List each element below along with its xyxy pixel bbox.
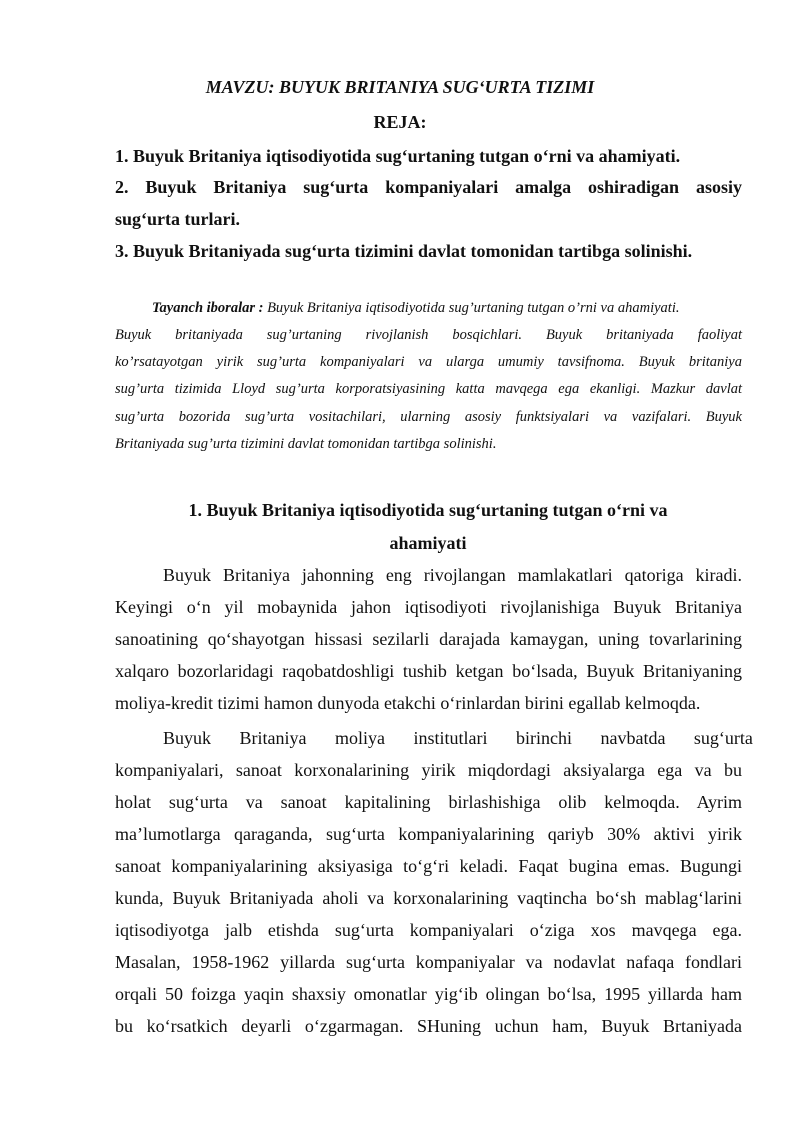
document-title: MAVZU: BUYUK BRITANIYA SUG‘URTA TIZIMI: [205, 77, 595, 97]
plan-heading: REJA:: [373, 112, 427, 132]
body-line: ma’lumotlarga qaraganda, sug‘urta kompaniyalarining qariyb 30% aktivi yirik: [115, 824, 742, 844]
plan-item-2: 2. Buyuk Britaniya sug‘urta kompaniyalari amalga oshiradigan asosiy: [115, 177, 742, 197]
body-line: orqali 50 foizga yaqin shaxsiy omonatlar yig‘ib olingan bo‘lsa, 1995 yillarda ham: [115, 984, 742, 1004]
body-line: bu ko‘rsatkich deyarli o‘zgarmagan. SHuning uchun ham, Buyuk Brtaniyada: [115, 1016, 742, 1036]
body-line: xalqaro bozorlaridagi raqobatdoshligi tushib ketgan bo‘lsada, Buyuk Britaniyaning: [115, 661, 742, 681]
keywords-line: Britaniyada sug’urta tizimini davlat tomonidan tartibga solinishi.: [115, 436, 497, 452]
plan-item-3: 3. Buyuk Britaniyada sug‘urta tizimini davlat tomonidan tartibga solinishi.: [115, 241, 693, 261]
body-line: kunda, Buyuk Britaniyada aholi va korxonalarining vaqtincha bo‘sh mablag‘larini: [115, 888, 742, 908]
body-line: moliya-kredit tizimi hamon dunyoda etakchi o‘rinlardan birini egallab kelmoqda.: [115, 693, 701, 713]
plan-item-2-continued: sug‘urta turlari.: [115, 209, 240, 229]
body-line: sanoatining qo‘shayotgan hissasi sezilarli darajada kamaygan, uning tovarlarining: [115, 629, 742, 649]
body-line: kompaniyalari, sanoat korxonalarining yirik miqdordagi aksiyalarga ega va bu: [115, 760, 742, 780]
body-line: Buyuk Britaniya jahonning eng rivojlangan mamlakatlari qatoriga kiradi.: [163, 565, 742, 585]
body-line: Buyuk Britaniya moliya institutlari birinchi navbatda sug‘urta: [163, 728, 753, 748]
keywords-text: Buyuk Britaniya iqtisodiyotida sug’urtaning tutgan o’rni va ahamiyati.: [263, 300, 680, 316]
keywords-line: sug’urta tizimida Lloyd sug’urta korporatsiyasining katta mavqega ega ekanligi. Mazkur davlat: [115, 381, 742, 397]
keywords-first-line: [152, 299, 742, 317]
keywords-line: sug’urta bozorida sug’urta vositachilari, ularning asosiy funktsiyalari va vazifalari. Buyuk: [115, 409, 742, 425]
keywords-label: Tayanch iboralar :: [152, 300, 264, 316]
body-line: Masalan, 1958-1962 yillarda sug‘urta kompaniyalar va nodavlat nafaqa fondlari: [115, 952, 742, 972]
section-heading-continued: ahamiyati: [389, 533, 467, 553]
body-line: sanoat kompaniyalarining aksiyasiga to‘g‘ri keladi. Faqat bugina emas. Bugungi: [115, 856, 742, 876]
body-line: Keyingi o‘n yil mobaynida jahon iqtisodiyoti rivojlanishiga Buyuk Britaniya: [115, 597, 742, 617]
body-line: iqtisodiyotga jalb etishda sug‘urta kompaniyalari o‘ziga xos mavqega ega.: [115, 920, 742, 940]
body-line: holat sug‘urta va sanoat kapitalining birlashishiga olib kelmoqda. Ayrim: [115, 792, 742, 812]
keywords-line: ko’rsatayotgan yirik sug’urta kompaniyalari va ularga umumiy tavsifnoma. Buyuk britaniya: [115, 354, 742, 370]
plan-item-1: 1. Buyuk Britaniya iqtisodiyotida sug‘urtaning tutgan o‘rni va ahamiyati.: [115, 146, 681, 166]
keywords-line: Buyuk britaniyada sug’urtaning rivojlanish bosqichlari. Buyuk britaniyada faoliyat: [115, 327, 742, 343]
section-heading: 1. Buyuk Britaniya iqtisodiyotida sug‘urtaning tutgan o‘rni va: [188, 500, 668, 520]
